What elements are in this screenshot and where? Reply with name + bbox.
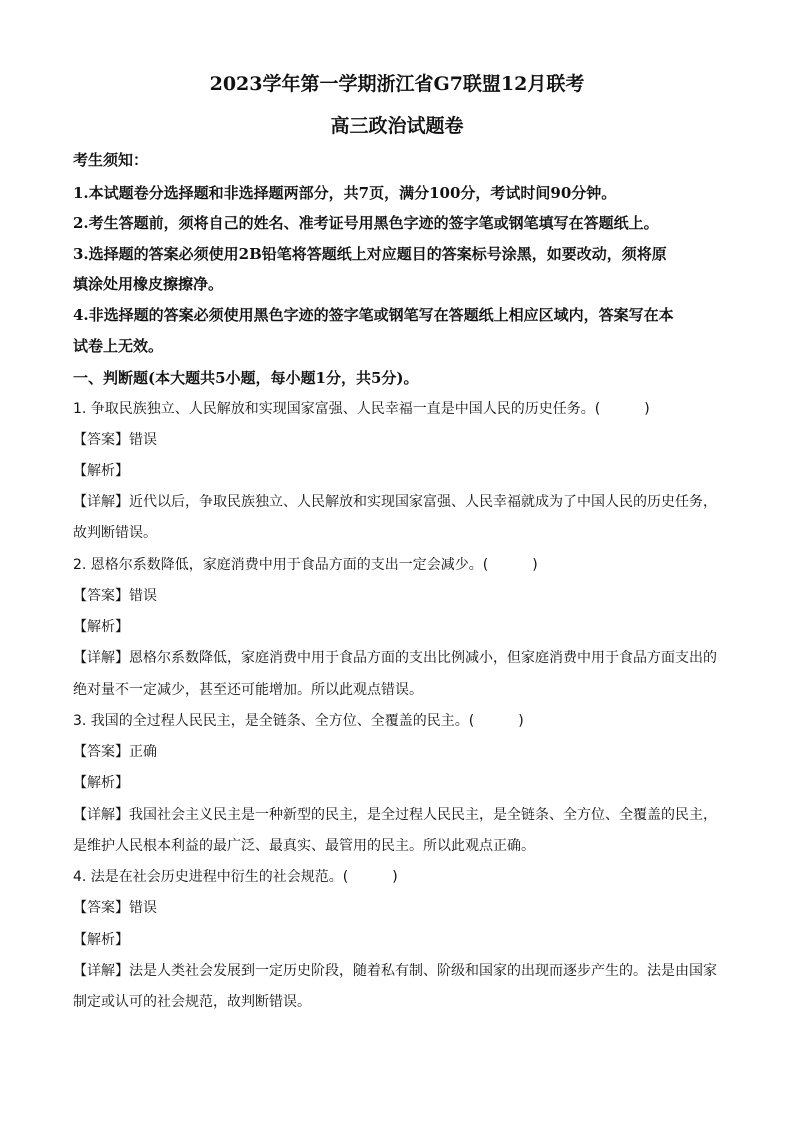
answer-line <box>73 584 723 608</box>
notice-heading: 考生须知： <box>73 151 149 169</box>
answer-line <box>73 896 723 920</box>
detail-line <box>73 959 723 983</box>
question-text: 4. 法是在社会历史进程中衍生的社会规范。( <box>73 869 349 885</box>
detail-text: 是维护人民根本利益的最广泛、最真实、最管用的民主。所以此观点正确。 <box>73 838 535 854</box>
detail-label: 【详解】 <box>73 494 129 510</box>
answer-value: 错误 <box>129 432 157 448</box>
question-paren-close: ) <box>518 713 524 729</box>
detail-text: 我国社会主义民主是一种新型的民主，是全过程人民民主，是全链条、全方位、全覆盖的民主， <box>129 807 717 823</box>
answer-value: 正确 <box>129 744 157 760</box>
question-text: 1. 争取民族独立、人民解放和实现国家富强、人民幸福一直是中国人民的历史任务。( <box>73 401 601 417</box>
detail-label: 【详解】 <box>73 963 129 979</box>
answer-line <box>73 740 723 764</box>
analysis-label: 【解析】 <box>73 619 129 635</box>
question-text: 2. 恩格尔系数降低，家庭消费中用于食品方面的支出一定会减少。( <box>73 557 489 573</box>
exam-title: 2023学年第一学期浙江省G7联盟12月联考 <box>209 73 585 95</box>
question-stem <box>73 709 723 733</box>
answer-value: 错误 <box>129 588 157 604</box>
section-heading: 一、判断题(本大题共5小题，每小题1分，共5分)。 <box>73 369 419 387</box>
detail-label: 【详解】 <box>73 650 129 666</box>
question-stem <box>73 397 723 421</box>
notice-item: 3.选择题的答案必须使用2B铅笔将答题纸上对应题目的答案标号涂黑，如要改动，须将原 <box>73 245 667 263</box>
detail-label: 【详解】 <box>73 807 129 823</box>
notice-item: 试卷上无效。 <box>73 337 164 355</box>
analysis-label: 【解析】 <box>73 932 129 948</box>
exam-subtitle: 高三政治试题卷 <box>330 115 464 137</box>
notice-item: 填涂处用橡皮擦擦净。 <box>73 275 224 293</box>
question-stem <box>73 553 723 577</box>
detail-text: 绝对量不一定减少，甚至还可能增加。所以此观点错误。 <box>73 682 423 698</box>
notice-item: 2.考生答题前，须将自己的姓名、准考证号用黑色字迹的签字笔或钢笔填写在答题纸上。 <box>73 214 659 232</box>
question-paren-close: ) <box>392 869 398 885</box>
answer-label: 【答案】 <box>73 744 129 760</box>
detail-line <box>73 490 723 514</box>
detail-line <box>73 803 723 827</box>
detail-text: 故判断错误。 <box>73 525 157 541</box>
answer-value: 错误 <box>129 900 157 916</box>
detail-line <box>73 646 723 670</box>
analysis-label: 【解析】 <box>73 463 129 479</box>
detail-text: 法是人类社会发展到一定历史阶段，随着私有制、阶级和国家的出现而逐步产生的。法是由国家 <box>129 963 717 979</box>
notice-item: 1.本试题卷分选择题和非选择题两部分，共7页，满分100分，考试时间90分钟。 <box>73 184 617 202</box>
answer-label: 【答案】 <box>73 432 129 448</box>
notice-item: 4.非选择题的答案必须使用黑色字迹的签字笔或钢笔写在答题纸上相应区域内，答案写在本 <box>73 306 674 324</box>
analysis-label: 【解析】 <box>73 775 129 791</box>
detail-text: 制定或认可的社会规范，故判断错误。 <box>73 994 311 1010</box>
detail-text: 恩格尔系数降低，家庭消费中用于食品方面的支出比例减小，但家庭消费中用于食品方面支出的 <box>129 650 717 666</box>
question-text: 3. 我国的全过程人民民主，是全链条、全方位、全覆盖的民主。( <box>73 713 475 729</box>
answer-line <box>73 428 723 452</box>
detail-text: 近代以后，争取民族独立、人民解放和实现国家富强、人民幸福就成为了中国人民的历史任务， <box>129 494 717 510</box>
question-paren-close: ) <box>644 401 650 417</box>
question-stem <box>73 865 723 889</box>
question-paren-close: ) <box>532 557 538 573</box>
answer-label: 【答案】 <box>73 900 129 916</box>
answer-label: 【答案】 <box>73 588 129 604</box>
